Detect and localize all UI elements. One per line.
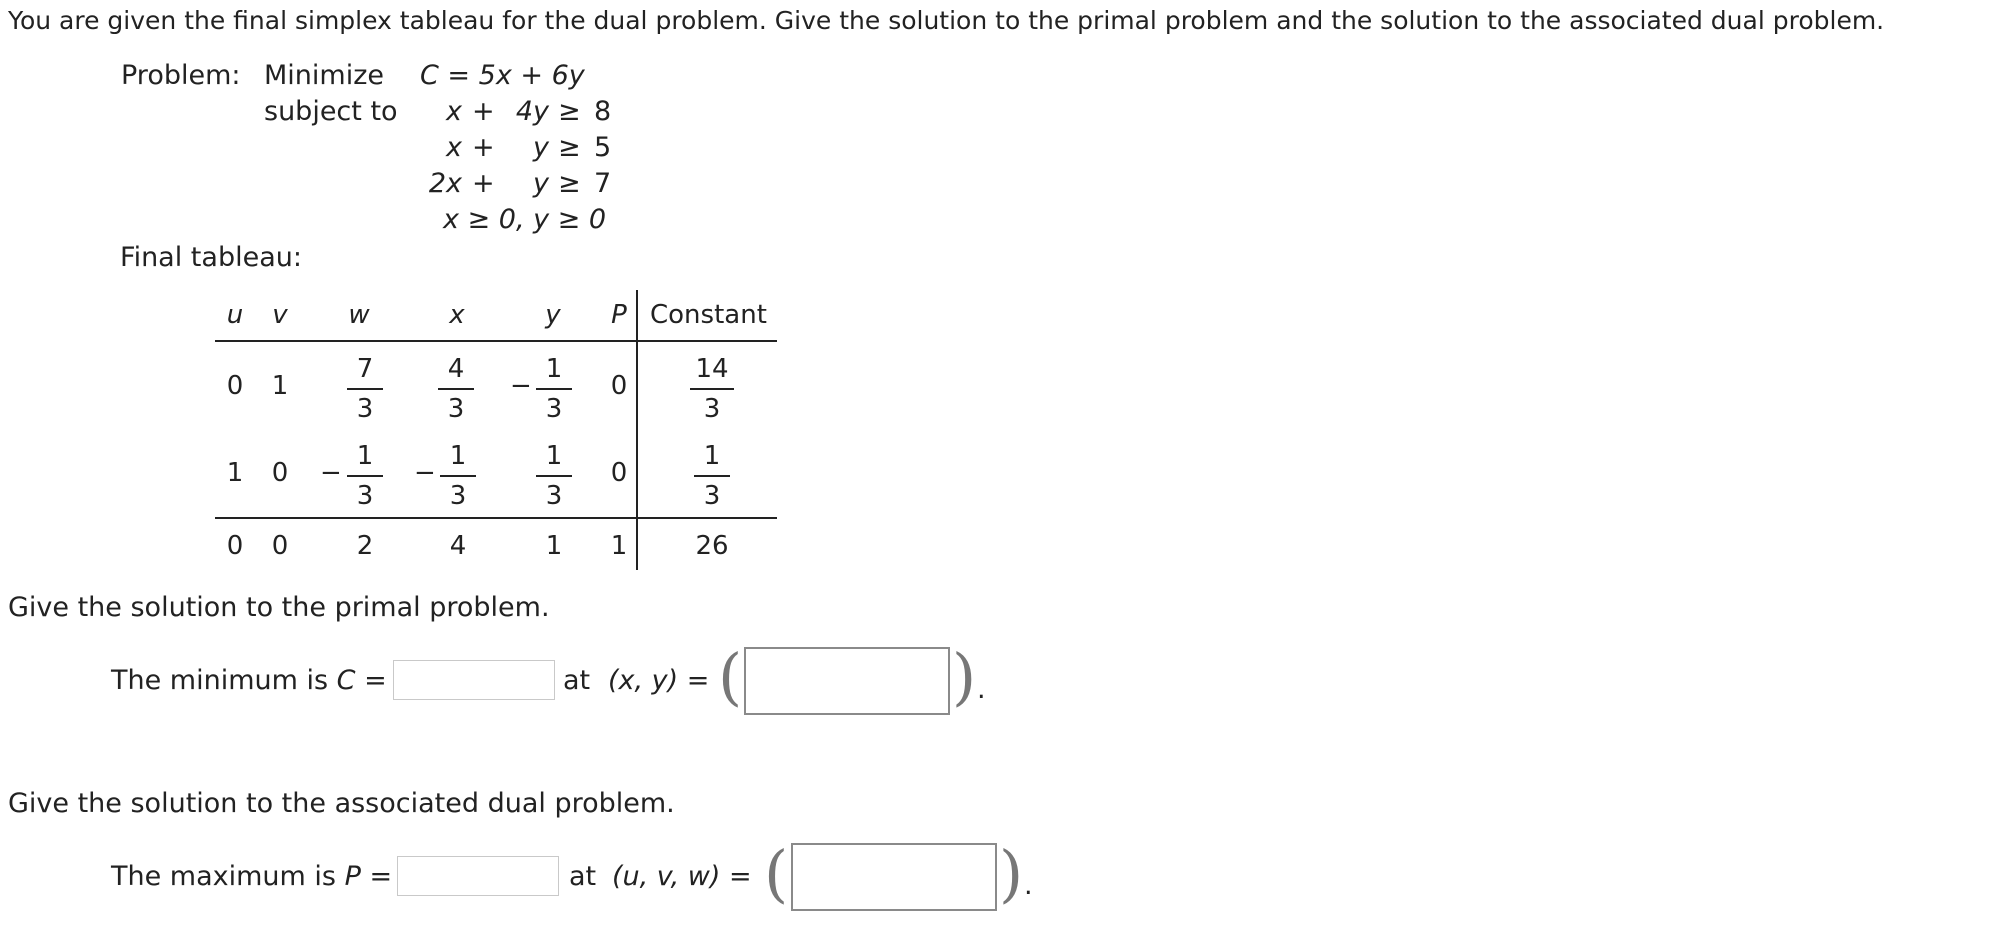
- tableau-header-w: w: [348, 300, 370, 330]
- dual-max-label: The maximum is P =: [111, 861, 393, 892]
- constraint-1-rhs: 8: [594, 96, 612, 127]
- dual-right-paren: ): [999, 837, 1024, 910]
- tableau-row3-v: 0: [271, 531, 289, 561]
- tableau-header-u: u: [226, 300, 244, 330]
- tableau-row1-y: 1 3: [532, 356, 576, 422]
- dual-at-label: at: [569, 861, 597, 892]
- tableau-row2-v: 0: [271, 458, 289, 488]
- tableau-row2-x-sign: −: [414, 458, 436, 488]
- tableau-row1-p: 0: [610, 371, 628, 401]
- tableau-row2-constant: 1 3: [690, 443, 734, 509]
- tableau-constant-separator: [636, 290, 638, 570]
- tableau-label: Final tableau:: [120, 242, 302, 273]
- constraint-2-lhs1: x: [446, 132, 462, 163]
- tableau-row2-p: 0: [610, 458, 628, 488]
- primal-right-paren: ): [952, 640, 977, 713]
- tableau-row3-y: 1: [545, 531, 563, 561]
- tableau-row2-w: 1 3: [343, 443, 387, 509]
- tableau-row2-x: 1 3: [436, 443, 480, 509]
- constraint-1-rel: ≥: [558, 96, 581, 127]
- primal-point-input[interactable]: [744, 647, 950, 715]
- tableau-row2-y: 1 3: [532, 443, 576, 509]
- tableau-objective-rule: [215, 517, 777, 519]
- tableau-header-v: v: [272, 300, 288, 330]
- constraint-1-lhs2: 4y: [515, 96, 549, 127]
- problem-label: Problem:: [121, 60, 241, 91]
- primal-at-label: at: [563, 665, 591, 696]
- tableau-header-p: P: [611, 300, 627, 330]
- dual-point-label: (u, v, w) =: [612, 861, 752, 892]
- constraint-3-op: +: [472, 168, 495, 199]
- primal-left-paren: (: [718, 640, 743, 713]
- constraint-3-lhs1: 2x: [428, 168, 462, 199]
- tableau-row3-p: 1: [610, 531, 628, 561]
- constraint-2-lhs2: y: [533, 132, 549, 163]
- constraint-3-lhs2: y: [533, 168, 549, 199]
- tableau-row2-u: 1: [226, 458, 244, 488]
- dual-max-value-input[interactable]: [397, 856, 559, 896]
- tableau-row1-w: 7 3: [343, 356, 387, 422]
- constraint-3-rel: ≥: [558, 168, 581, 199]
- constraint-2-rel: ≥: [558, 132, 581, 163]
- constraint-3-rhs: 7: [594, 168, 612, 199]
- dual-period: .: [1024, 870, 1033, 901]
- constraint-2-op: +: [472, 132, 495, 163]
- dual-point-input[interactable]: [791, 843, 997, 911]
- tableau-header-constant: Constant: [650, 300, 767, 330]
- constraint-2-rhs: 5: [594, 132, 612, 163]
- subject-to-label: subject to: [264, 96, 398, 127]
- tableau-header-y: y: [545, 300, 561, 330]
- tableau-row1-constant: 14 3: [686, 356, 738, 422]
- primal-min-value-input[interactable]: [393, 660, 555, 700]
- dual-prompt: Give the solution to the associated dual problem.: [8, 788, 675, 819]
- dual-left-paren: (: [764, 837, 789, 910]
- tableau-row3-w: 2: [356, 531, 374, 561]
- tableau-header-rule: [215, 340, 777, 342]
- tableau-row2-w-sign: −: [320, 458, 342, 488]
- constraint-1-lhs1: x: [446, 96, 462, 127]
- tableau-row1-x: 4 3: [434, 356, 478, 422]
- tableau-row1-v: 1: [271, 371, 289, 401]
- tableau-row3-x: 4: [449, 531, 467, 561]
- constraint-1-op: +: [472, 96, 495, 127]
- tableau-row1-u: 0: [226, 371, 244, 401]
- tableau-row3-u: 0: [226, 531, 244, 561]
- primal-prompt: Give the solution to the primal problem.: [8, 592, 550, 623]
- objective-function: C = 5x + 6y: [420, 60, 585, 91]
- tableau-row3-constant: 26: [695, 531, 729, 561]
- primal-point-label: (x, y) =: [608, 665, 710, 696]
- minimize-label: Minimize: [264, 60, 384, 91]
- primal-period: .: [977, 674, 986, 705]
- tableau-row1-y-sign: −: [510, 371, 532, 401]
- primal-min-label: The minimum is C =: [111, 665, 387, 696]
- tableau-header-x: x: [449, 300, 465, 330]
- instructions: You are given the final simplex tableau for the dual problem. Give the solution to the primal problem and the solution to the associated dual problem.: [8, 6, 1885, 35]
- nonnegativity-constraint: x ≥ 0, y ≥ 0: [443, 204, 607, 235]
